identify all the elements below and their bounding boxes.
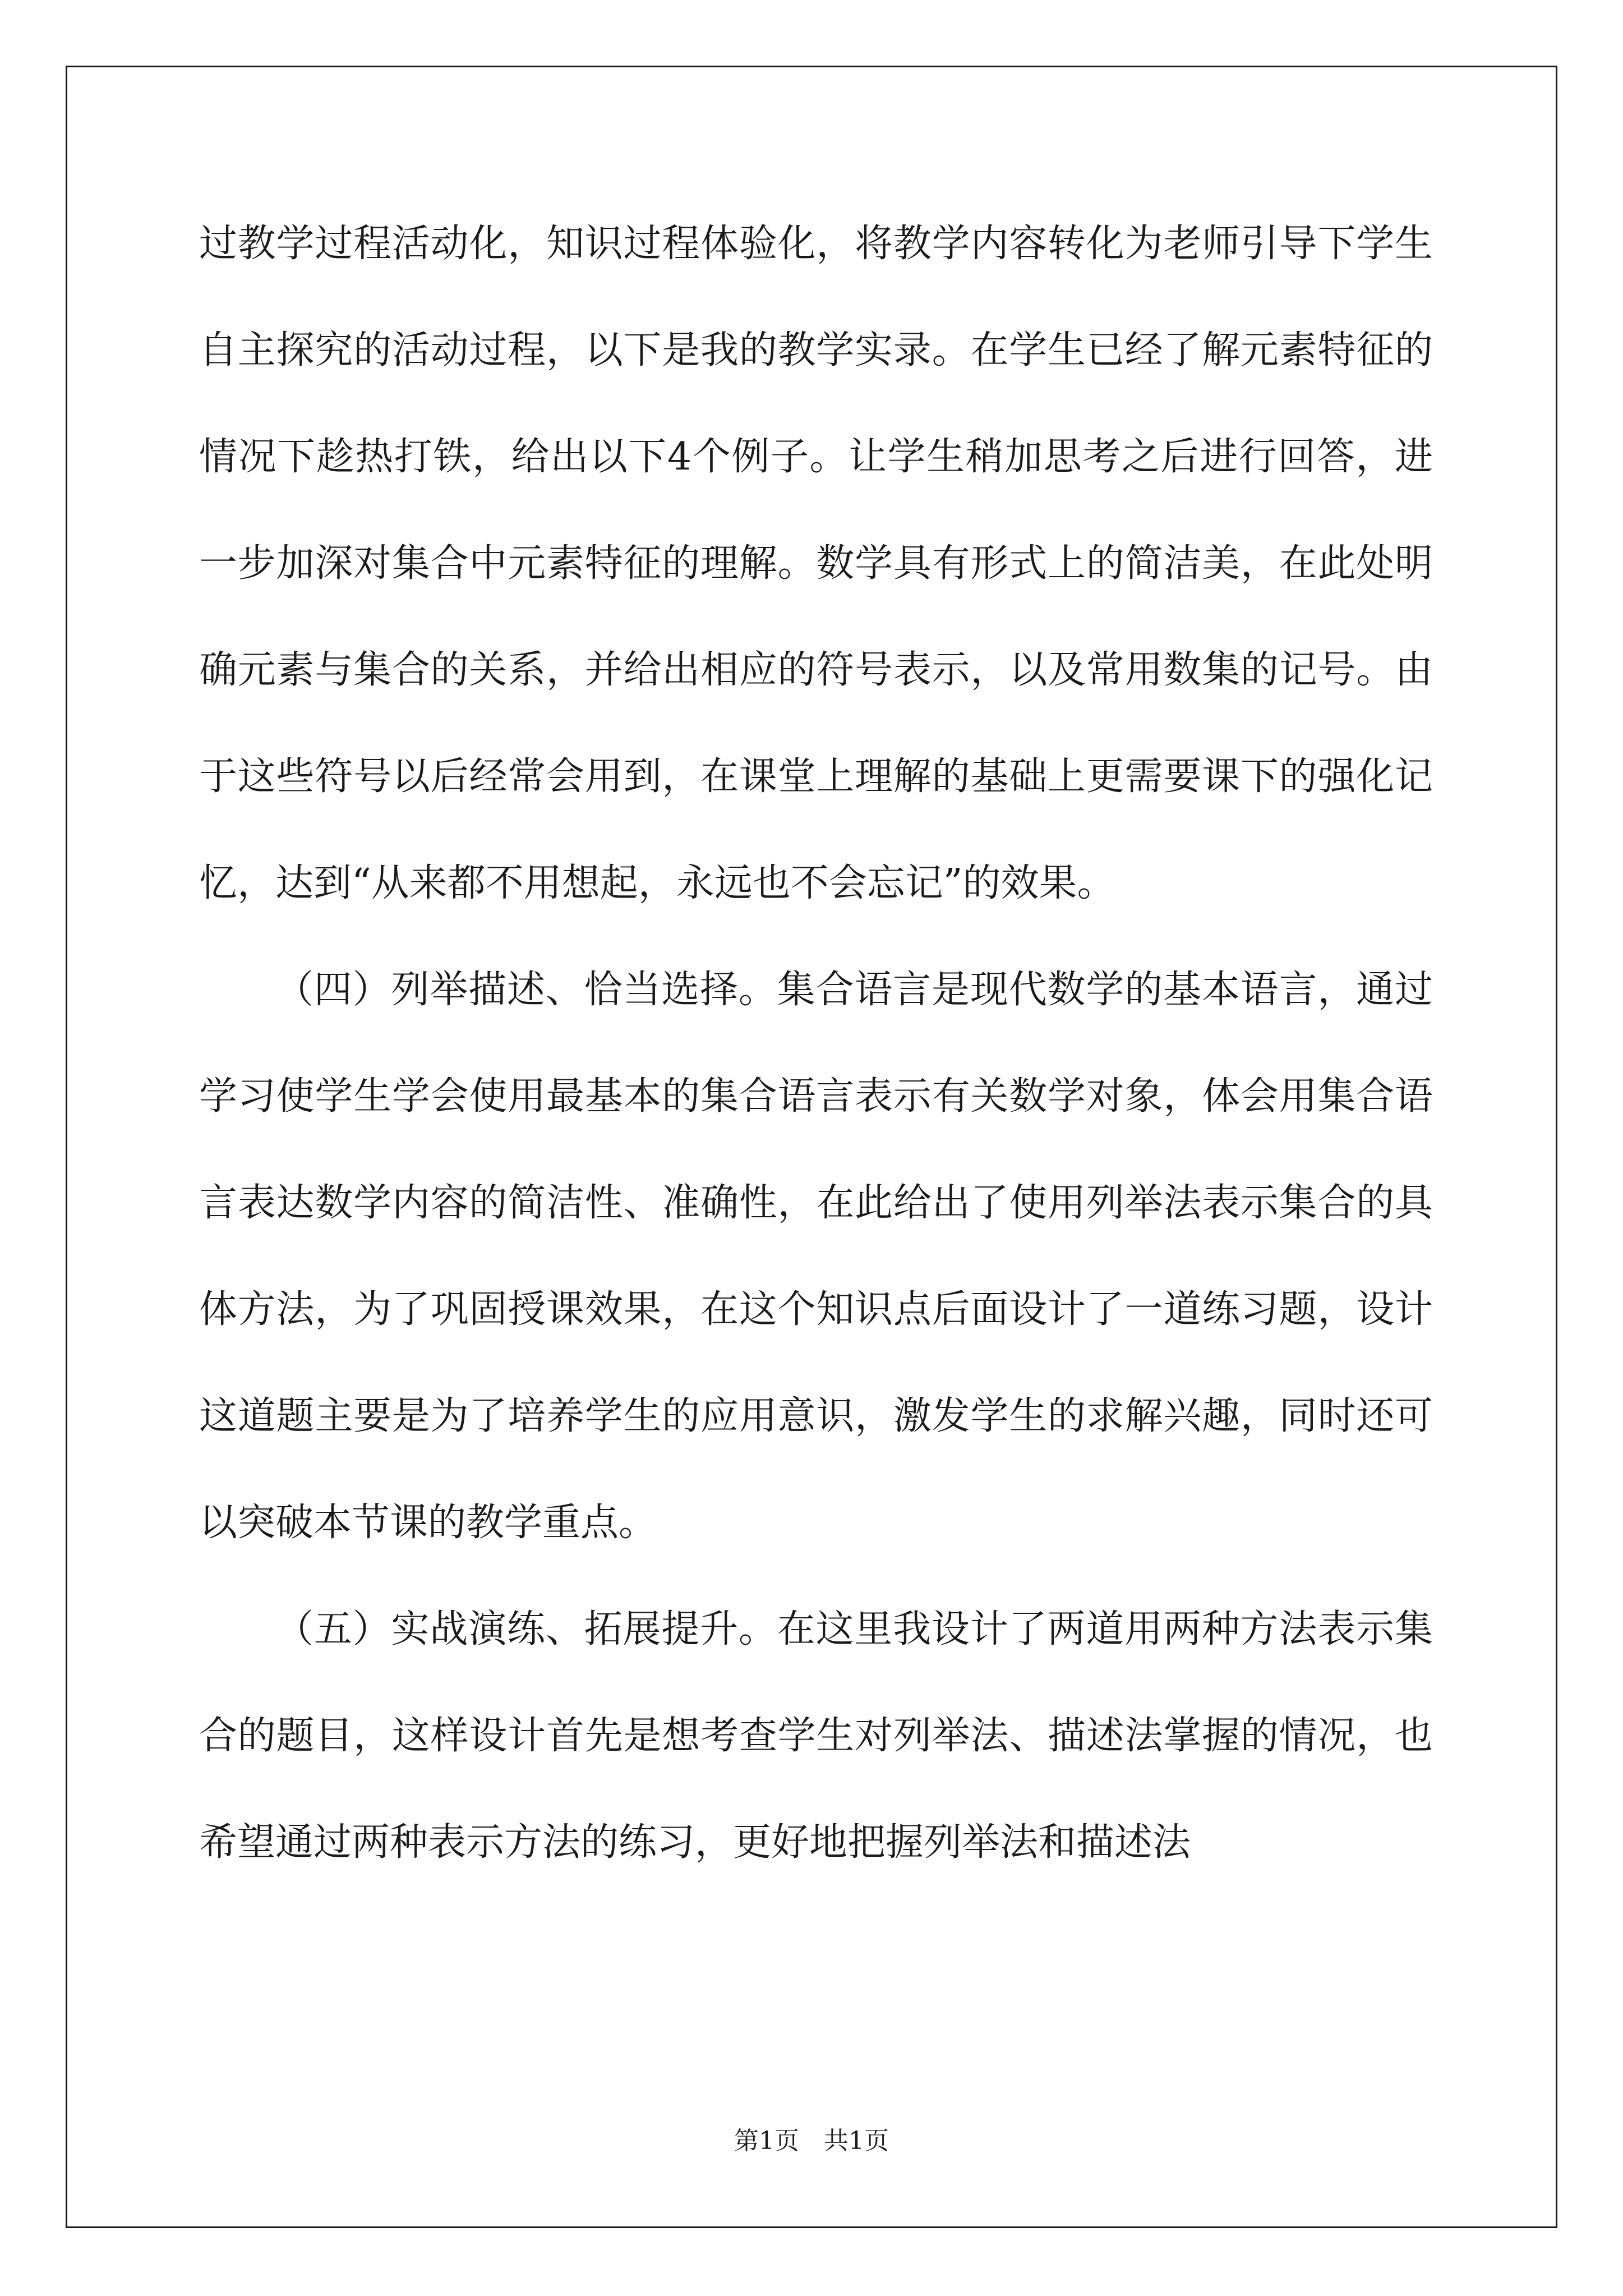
page-number-footer: 第1页 共1页 (734, 2127, 889, 2155)
paragraph-section-five: （五）实战演练、拓展提升。在这里我设计了两道用两种方法表示集合的题目，这样设计首先是想考查学生对列举法、描述法掌握的情况，也希望通过两种表示方法的练习，更好地把握列举法和描述法 (199, 1607, 1433, 1865)
paragraph-section-four: （四）列举描述、恰当选择。集合语言是现代数学的基本语言，通过学习使学生学会使用最基本的集合语言表示有关数学对象，体会用集合语言表达数学内容的简洁性、准确性，在此给出了使用列举法表示集合的具体方法，为了巩固授课效果，在这个知识点后面设计了一道练习题，设计这道题主要是为了培养学生的应用意识，激发学生的求解兴趣，同时还可以突破本节课的教学重点。 (199, 968, 1433, 1545)
paragraph-continuation: 过教学过程活动化，知识过程体验化，将教学内容转化为老师引导下学生自主探究的活动过程，以下是我的教学实录。在学生已经了解元素特征的情况下趁热打铁，给出以下4个例子。让学生稍加思考之后进行回答，进一步加深对集合中元素特征的理解。数学具有形式上的简洁美，在此处明确元素与集合的关系，并给出相应的符号表示，以及常用数集的记号。由于这些符号以后经常会用到，在课堂上理解的基础上更需要课下的强化记忆，达到“从来都不用想起，永远也不会忘记”的效果。 (199, 222, 1433, 905)
document-body (199, 191, 1433, 1896)
